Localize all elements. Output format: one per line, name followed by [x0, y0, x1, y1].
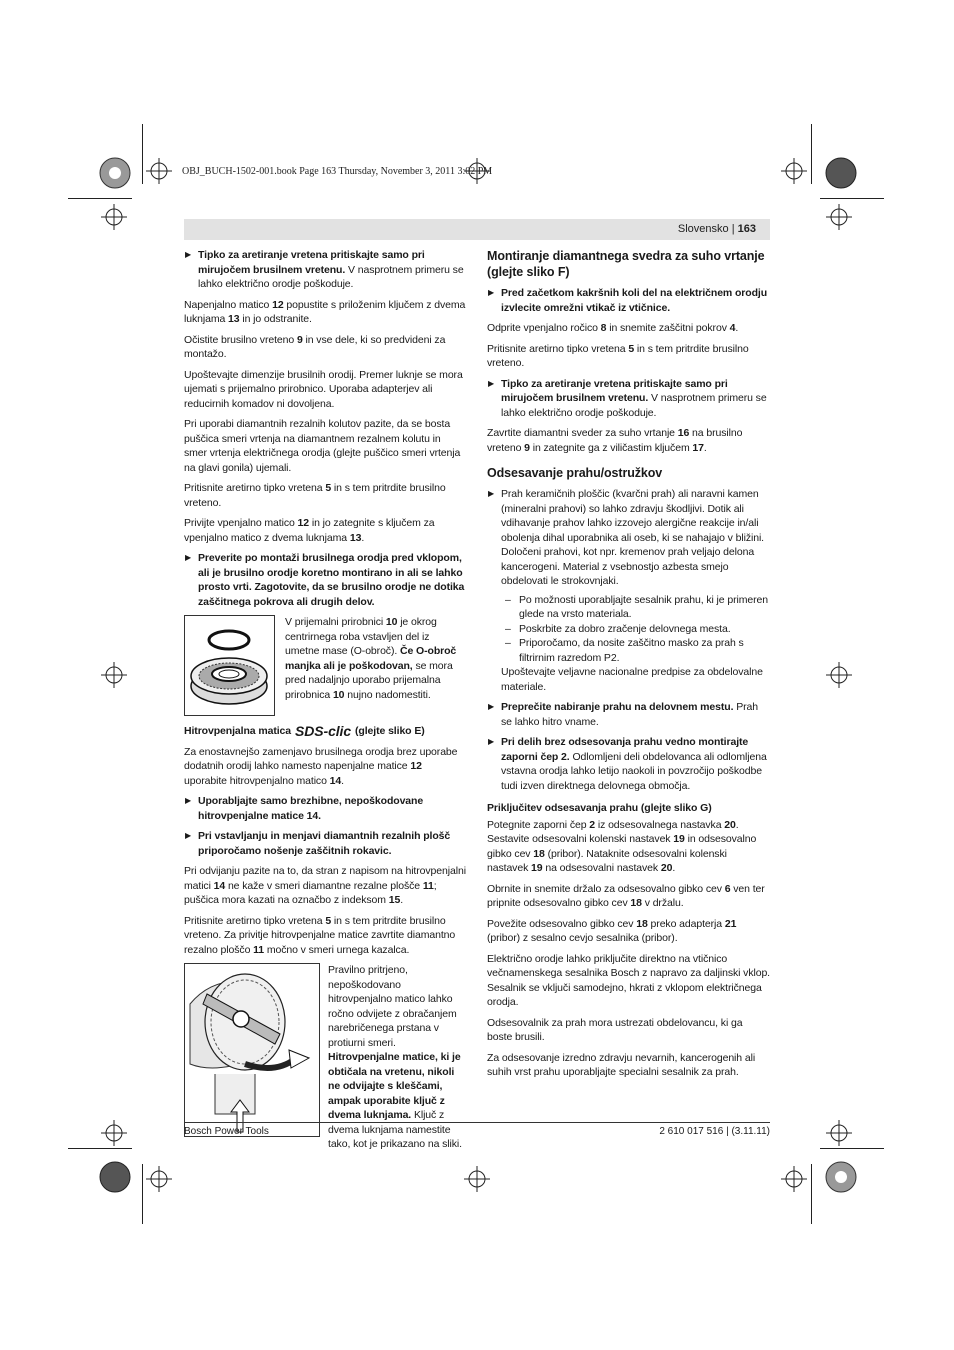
crosshair-icon: [101, 204, 127, 230]
crosshair-icon: [826, 204, 852, 230]
paragraph-regulations: Upoštevajte veljavne nacionalne predpise za obdelovalne materiale.: [501, 666, 763, 693]
bullet-check-mounting: ▶ Preverite po montaži brusilnega orodja pred vklopom, ali je brusilno orodje koretno montirano in ali se lahko prosto vrti. Zagotovite, da se brusilno orodje ne dotika zaščitnega pokrova ali drugih delov.: [184, 551, 466, 609]
crosshair-icon: [101, 1120, 127, 1146]
page-number: 163: [737, 223, 756, 235]
bullet-spindle-lock: ▶ Tipko za aretiranje vretena pritiskajte samo pri mirujočem brusilnem vretenu. V nasprotnem primeru se lahko električno orodje poškoduje.: [184, 248, 466, 292]
quick-nut-removal-illustration: [184, 963, 320, 1137]
bullet-plug-cap: ▶ Pri delih brez odsesovanja prahu vedno montirajte zaporni čep 2. Odlomljeni deli obdelovanca ali odlomljena vstavna orodja lahko letijo naokoli in povzročijo poškodbe tudi izven direktnega delovnega območja.: [487, 735, 770, 793]
bullet-dust-accumulation: ▶ Preprečite nabiranje prahu na delovnem mestu. Prah se lahko hitro vname.: [487, 700, 770, 729]
paragraph-open-lever: Odprite vpenjalno ročico 8 in snemite zaščitni pokrov 4.: [487, 322, 739, 334]
crosshair-icon: [781, 1166, 807, 1192]
quick-nut-heading: Hitrovpenjalna matica SDS-clic (glejte sliko E): [184, 723, 425, 739]
paragraph-adapter: Povežite odsesovalno gibko cev 18 preko adapterja 21 (pribor) z sesalno cevjo sesalnika (pribor).: [487, 917, 737, 944]
section-heading-connect-extraction: Priključitev odsesavanja prahu (glejte sliko G): [487, 802, 712, 814]
header-language: Slovensko: [677, 223, 729, 235]
footer-rule: [184, 1122, 770, 1123]
section-heading-dry-drill: Montiranje diamantnega svedra za suho vrtanje (glejte sliko F): [487, 249, 765, 279]
right-column: [487, 248, 770, 1086]
left-column: [184, 248, 466, 1152]
paragraph-connect-hose: Potegnite zaporni čep 2 iz odsesovalnega nastavka 20. Sestavite odsesovalni kolenski nastavek 19 in odsesovalno gibko cev 18 (pribor). Nataknite odsesovalni kolenski nastavek 19 na odsesovalni nastavek 20.: [487, 818, 757, 874]
paragraph-special-vacuum: Za odsesovanje izredno zdravju nevarnih, kancerogenih ali suhih vrst prahu uporabljajte specialni sesalnik za prah.: [487, 1051, 756, 1078]
bullet-gloves: ▶ Pri vstavljanju in menjavi diamantnih rezalnih plošč priporočamo nošenje zaščitnih rokavic.: [184, 829, 466, 858]
dash-item: – Priporočamo, da nosite zaščitno masko za prah s filtrirnim razredom P2.: [487, 636, 770, 665]
crosshair-icon: [101, 662, 127, 688]
flange-o-ring-illustration: [184, 615, 275, 716]
running-header: Slovensko | 163: [184, 219, 770, 240]
paragraph-loosen-nut: Napenjalno matico 12 popustite s priloženim ključem z dvema luknjama 13 in jo odstranite.: [184, 298, 466, 325]
crosshair-icon: [826, 662, 852, 688]
paragraph-vacuum-suitability: Odsesovalnik za prah mora ustrezati obdelovancu, ki ga boste brusili.: [487, 1016, 743, 1043]
paragraph-quick-nut: Za enostavnejšo zamenjavo brusilnega orodja brez uporabe dodatnih orodij lahko namesto napenjalne matice 12 uporabite hitrovpenjalno matico 14.: [184, 745, 458, 787]
paragraph-clean-spindle: Očistite brusilno vreteno 9 in vse dele, ki so predvideni za montažo.: [184, 333, 446, 360]
bullet-unplug: ▶ Pred začetkom kakršnih koli del na električnem orodju izvlecite omrežni vtikač iz vtičnice.: [487, 286, 770, 315]
bullet-dust-hazard: ▶ Prah keramičnih ploščic (kvarčni prah) ali naravni kamen (mineralni prahovi) so lahko zdravju škodljivi. Dotik ali vdihavanje prahov lahko izzovejo alergične reakcije in/ali obolenja dihal uporabnika ali oseb, ki se nahajajo v bližini. Določeni prahovi, kot npr. kremenov prah veljajo delona kancerogeni. Material z vsebnostjo azbesta smejo obdelovati le strokovnjaki.: [487, 487, 770, 589]
paragraph-rotation-direction: Pri uporabi diamantnih rezalnih kolutov pazite, da se bosta puščica smeri vrtenja na diamantnem rezalnem kolutu in smer vrtenja električnega orodja (glejte puščico smeri vrtenja na glavi gonila) ujemali.: [184, 418, 461, 474]
dash-item: – Po možnosti uporabljajte sesalnik prahu, ki je primeren glede na vrsto materiala.: [487, 593, 770, 622]
quick-nut-removal-note: Pravilno pritrjeno, nepoškodovano hitrovpenjalno matico lahko ročno odvijete z obračanjem narebričenega prstana v protiurni smeri. Hitrovpenjalne matice, ki je obtičala na vretenu, nikoli ne odvijajte s kleščami, ampak uporabite ključ z dvema luknjama. Ključ z dvema luknjama namestite tako, kot je prikazano na sliki.: [328, 964, 462, 1150]
paragraph-tighten-nut: Privijte vpenjalno matico 12 in jo zategnite s ključem za vpenjalno matico z dvema luknjama 13.: [184, 517, 435, 544]
paragraph-press-lock: Pritisnite aretirno tipko vretena 5 in s tem pritrdite brusilno vreteno.: [184, 482, 446, 509]
registration-wheel-icon: [824, 1160, 858, 1194]
crosshair-icon: [781, 158, 807, 184]
crosshair-icon: [146, 158, 172, 184]
bullet-spindle-lock-2: ▶ Tipko za aretiranje vretena pritiskajte samo pri mirujočem brusilnem vretenu. V nasprotnem primeru se lahko električno orodje poškoduje.: [487, 377, 770, 421]
bullet-intact-nuts: ▶ Uporabljajte samo brezhibne, nepoškodovane hitrovpenjalne matice 14.: [184, 794, 466, 823]
crosshair-icon: [146, 1166, 172, 1192]
print-header: OBJ_BUCH-1502-001.book Page 163 Thursday, November 3, 2011 3:02 PM: [182, 166, 493, 177]
paragraph-unscrewing: Pri odvijanju pazite na to, da stran z napisom na hitrovpenjalni matici 14 ne kaže v smeri diamantne rezalne plošče 11; puščica mora kazati na označbo z indeksom 15.: [184, 865, 466, 906]
crosshair-icon: [464, 1166, 490, 1192]
sds-clic-logo: SDS-clic: [295, 723, 352, 739]
paragraph-screw-drill: Zavrtite diamantni sveder za suho vrtanje 16 na brusilno vreteno 9 in zategnite ga z viličastim ključem 17.: [487, 427, 743, 454]
footer-doc-number: 2 610 017 516 | (3.11.11): [659, 1126, 770, 1137]
paragraph-press-lock-2: Pritisnite aretirno tipko vretena 5 in s tem pritrdite brusilno vreteno. Za privitje hitrovpenjalne matice zavrtite diamantno rezalno ploščo 11 močno v smeri urnega kazalca.: [184, 914, 456, 956]
paragraph-hose-holder: Obrnite in snemite držalo za odsesovalno gibko cev 6 ven ter pripnite odsesovalno gibko cev 18 v držalu.: [487, 882, 765, 909]
footer-brand: Bosch Power Tools: [184, 1126, 269, 1137]
paragraph-press-lock-3: Pritisnite aretirno tipko vretena 5 in s tem pritrdite brusilno vreteno.: [487, 342, 749, 369]
registration-wheel-icon: [98, 156, 132, 190]
paragraph-vacuum-socket: Električno orodje lahko priključite direktno na vtičnico večnamenskega sesalnika Bosch z napravo za daljinski vklop. Sesalnik se vključi samodejno, hkrati z vklopom električnega orodja.: [487, 952, 771, 1008]
paragraph-dimensions: Upoštevajte dimenzije brusilnih orodij. Premer luknje se mora ujemati s prijemalno prirobnico. Uporaba adapterjev ali reducirnih komadov ni dovoljena.: [184, 368, 463, 410]
registration-wheel-icon: [98, 1160, 132, 1194]
registration-wheel-icon: [824, 156, 858, 190]
dash-item: – Poskrbite za dobro zračenje delovnega mesta.: [487, 622, 770, 637]
crosshair-icon: [826, 1120, 852, 1146]
o-ring-note: V prijemalni prirobnici 10 je okrog centrirnega roba vstavljen del iz umetne mase (O-obroč). Če O-obroč manjka ali je poškodovan, se mora pred nadaljnjo uporabo prijemalna prirobnica 10 nujno nadomestiti.: [285, 616, 457, 701]
section-heading-dust: Odsesavanje prahu/ostružkov: [487, 466, 663, 480]
